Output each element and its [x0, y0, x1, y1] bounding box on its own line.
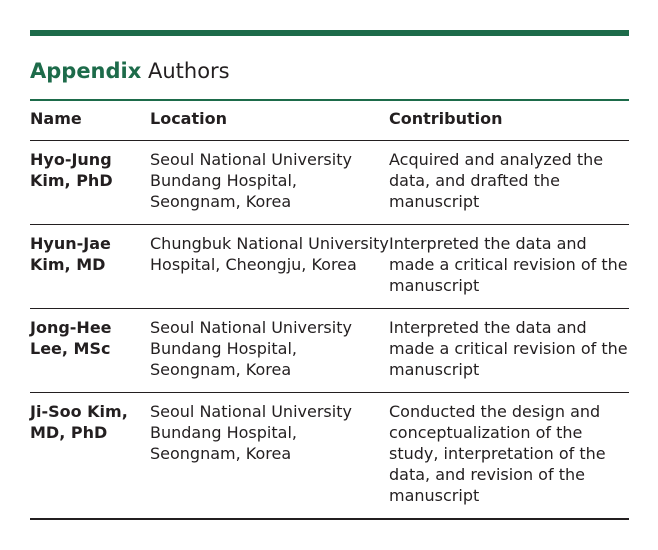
appendix-authors-table — [30, 30, 629, 520]
table-row — [30, 309, 629, 393]
author-location: Chungbuk National University Hospital, Cheongju, Korea — [150, 225, 389, 309]
header-row — [30, 101, 629, 141]
author-location: Seoul National University Bundang Hospital, Seongnam, Korea — [150, 141, 389, 225]
author-location: Seoul National University Bundang Hospital, Seongnam, Korea — [150, 393, 389, 520]
title-subtitle: Authors — [147, 59, 230, 83]
table-title — [30, 56, 629, 86]
authors-table — [30, 101, 629, 520]
author-location: Seoul National University Bundang Hospital, Seongnam, Korea — [150, 309, 389, 393]
top-rule — [30, 30, 629, 36]
table-row — [30, 225, 629, 309]
author-name: Hyun-Jae Kim, MD — [30, 225, 150, 309]
author-name: Hyo-Jung Kim, PhD — [30, 141, 150, 225]
column-header-contribution: Contribution — [389, 101, 629, 141]
column-header-location: Location — [150, 101, 389, 141]
author-contribution: Interpreted the data and made a critical revision of the manuscript — [389, 225, 629, 309]
title-label: Appendix — [30, 59, 142, 83]
column-header-name: Name — [30, 101, 150, 141]
author-contribution: Acquired and analyzed the data, and drafted the manuscript — [389, 141, 629, 225]
author-contribution: Conducted the design and conceptualization of the study, interpretation of the data, and revision of the manuscript — [389, 393, 629, 520]
author-contribution: Interpreted the data and made a critical revision of the manuscript — [389, 309, 629, 393]
author-name: Ji-Soo Kim, MD, PhD — [30, 393, 150, 520]
author-name: Jong-Hee Lee, MSc — [30, 309, 150, 393]
table-row — [30, 393, 629, 520]
table-row — [30, 141, 629, 225]
